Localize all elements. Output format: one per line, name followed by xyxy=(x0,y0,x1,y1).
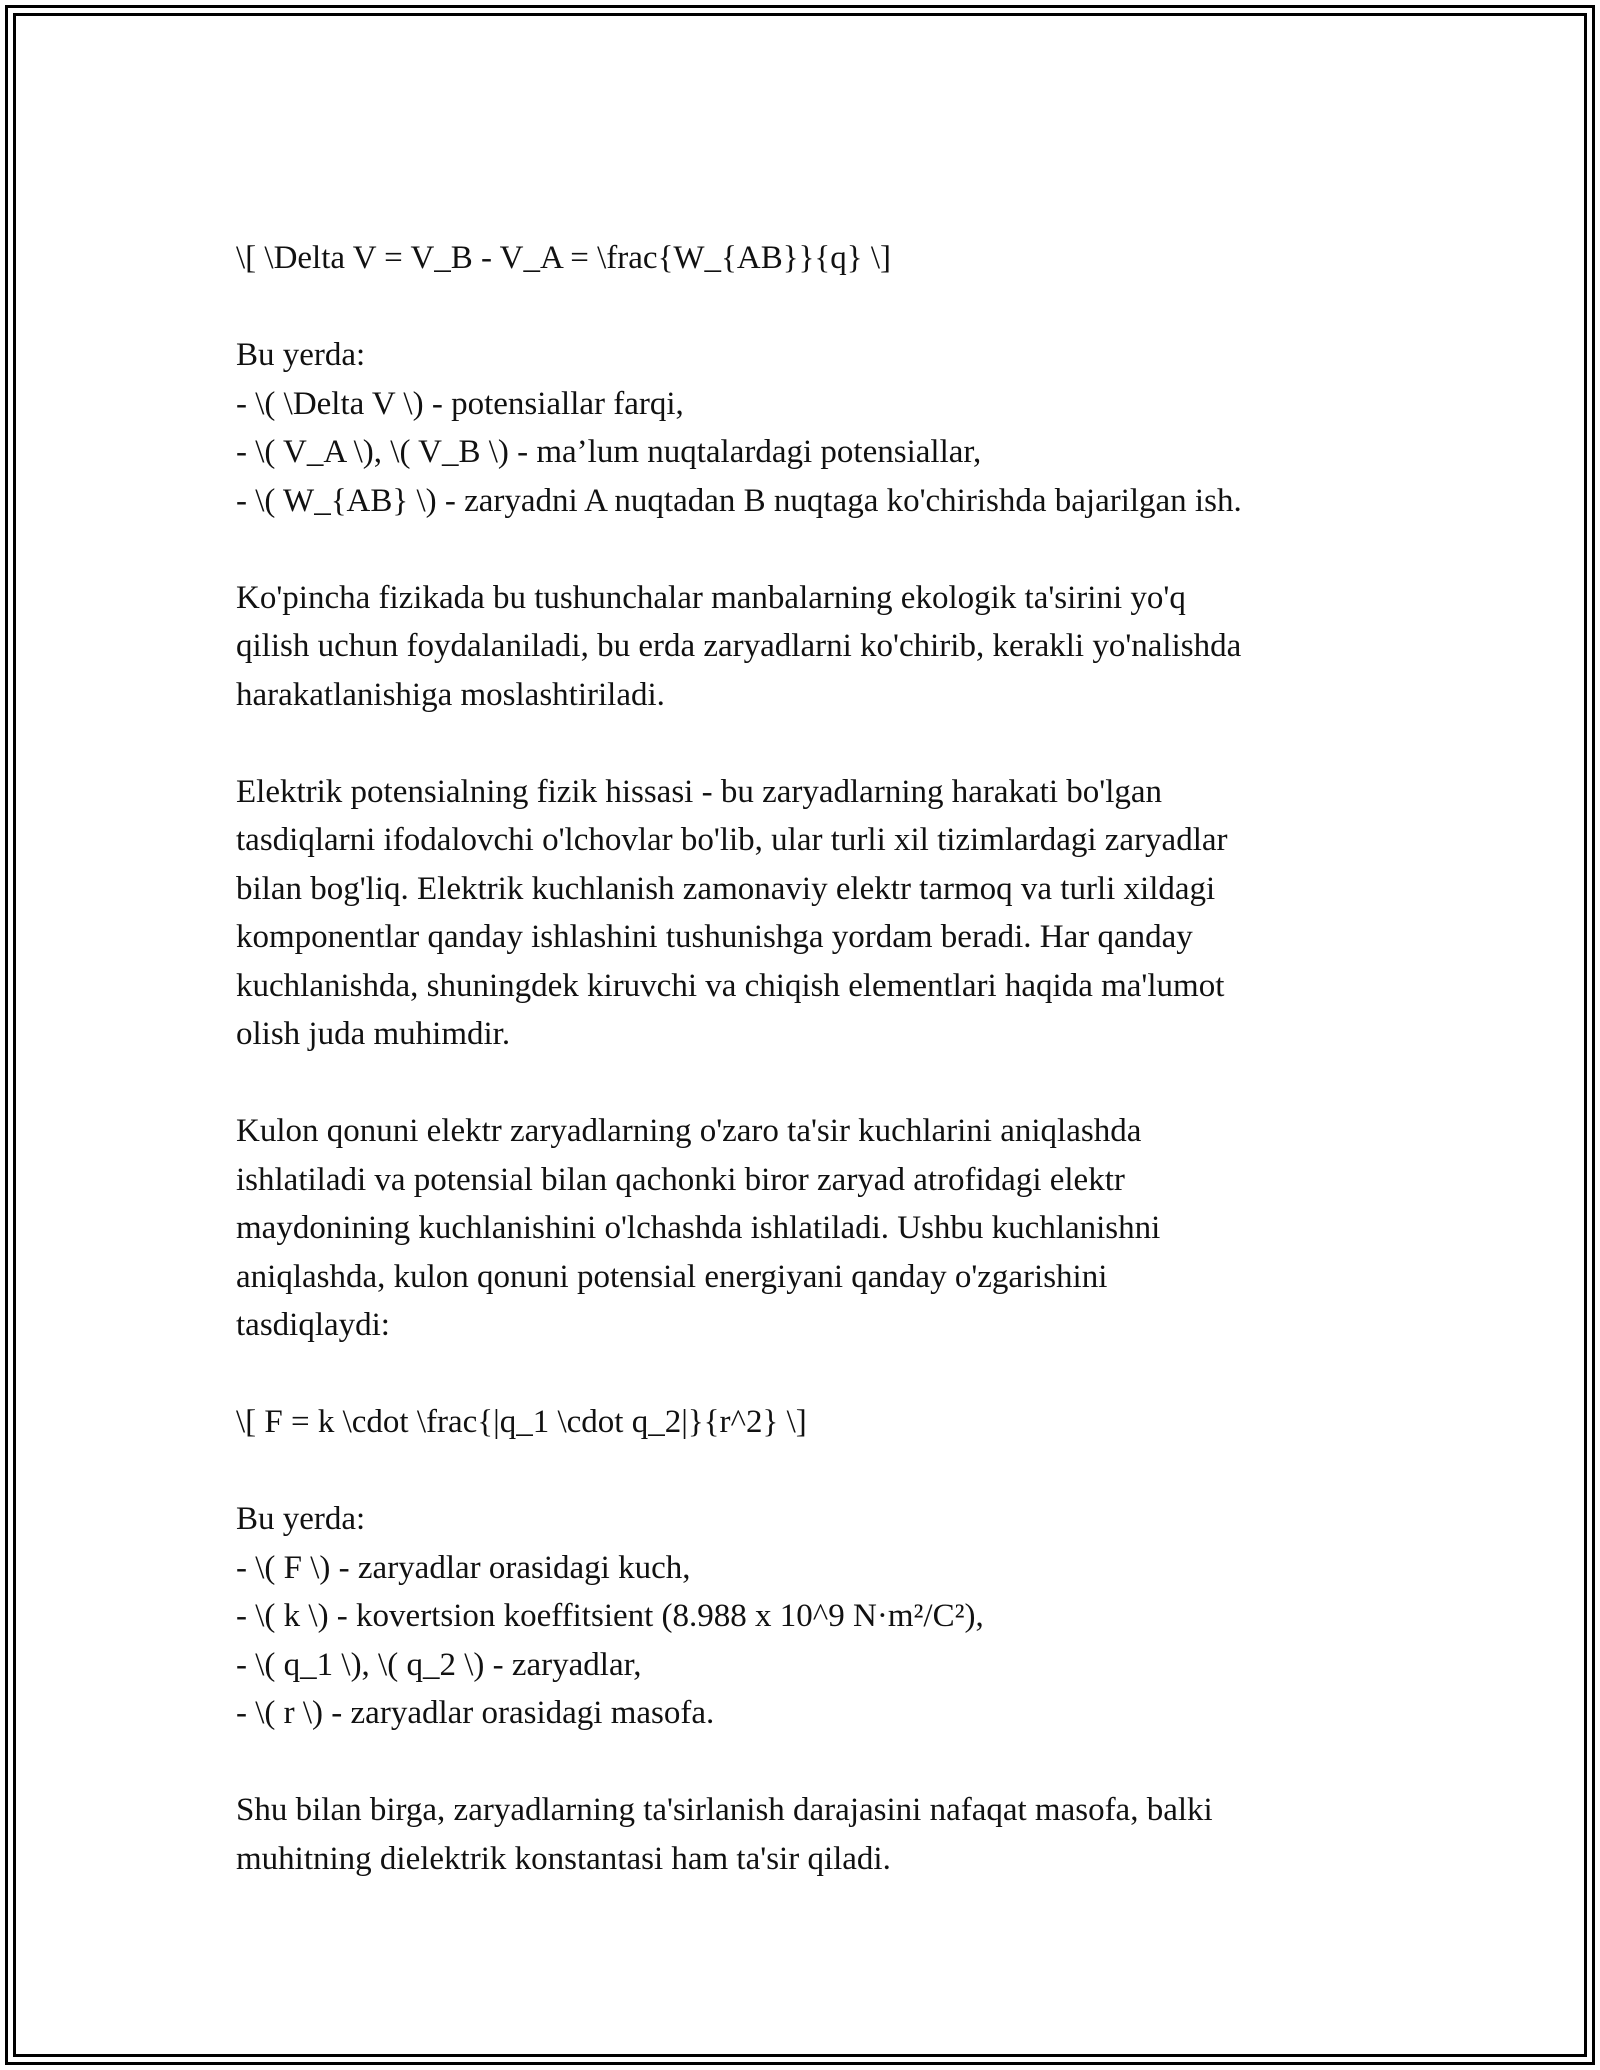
definition-item: - \( k \) - kovertsion koeffitsient (8.988 x 10^9 N·m²/C²), xyxy=(236,1598,984,1634)
definitions-heading: Bu yerda: xyxy=(236,1501,366,1537)
definition-item: - \( F \) - zaryadlar orasidagi kuch, xyxy=(236,1549,691,1586)
definition-item: - \( q_1 \), \( q_2 \) - zaryadlar, xyxy=(236,1646,642,1683)
formula-potential-difference: \[ \Delta V = V_B - V_A = \frac{W_{AB}}{q} \] xyxy=(236,240,892,276)
paragraph-coulomb-law: Kulon qonuni elektr zaryadlarning o'zaro ta'sir kuchlarini aniqlashda ishlatiladi va potensial bilan qachonki biror zaryad atrofidagi elektr maydonining kuchlanishini o'lchashda ishlatiladi. Ushbu kuchlanishni aniqlashda, kulon qonuni potensial energiyani qanday o'zgarishini tasdiqlaydi: xyxy=(236,1113,1161,1343)
document-body xyxy=(236,234,1396,1883)
paragraph-ecology: Ko'pincha fizikada bu tushunchalar manbalarning ekologik ta'sirini yo'q qilish uchun foydalaniladi, bu erda zaryadlarni ko'chirib, kerakli yo'nalishda harakatlanishiga moslashtiriladi. xyxy=(236,579,1242,713)
definitions-potential xyxy=(236,331,1396,525)
definition-item: - \( V_A \), \( V_B \) - ma’lum nuqtalardagi potensiallar, xyxy=(236,434,982,470)
definition-item: - \( W_{AB} \) - zaryadni A nuqtadan B nuqtaga ko'chirishda bajarilgan ish. xyxy=(236,482,1242,519)
definition-item: - \( \Delta V \) - potensiallar farqi, xyxy=(236,385,684,422)
definition-item: - \( r \) - zaryadlar orasidagi masofa. xyxy=(236,1695,715,1731)
definitions-heading: Bu yerda: xyxy=(236,337,366,373)
paragraph-dielectric: Shu bilan birga, zaryadlarning ta'sirlanish darajasini nafaqat masofa, balki muhitning dielektrik konstantasi ham ta'sir qiladi. xyxy=(236,1792,1213,1877)
paragraph-potential-contribution: Elektrik potensialning fizik hissasi - bu zaryadlarning harakati bo'lgan tasdiqlarni ifodalovchi o'lchovlar bo'lib, ular turli xil tizimlardagi zaryadlar bilan bog'liq. Elektrik kuchlanish zamonaviy elektr tarmoq va turli xildagi komponentlar qanday ishlashini tushunishga yordam beradi. Har qanday kuchlanishda, shuningdek kiruvchi va chiqish elementlari haqida ma'lumot olish juda muhimdir. xyxy=(236,773,1228,1052)
definitions-coulomb xyxy=(236,1495,1396,1738)
formula-coulomb: \[ F = k \cdot \frac{|q_1 \cdot q_2|}{r^2} \] xyxy=(236,1404,807,1440)
